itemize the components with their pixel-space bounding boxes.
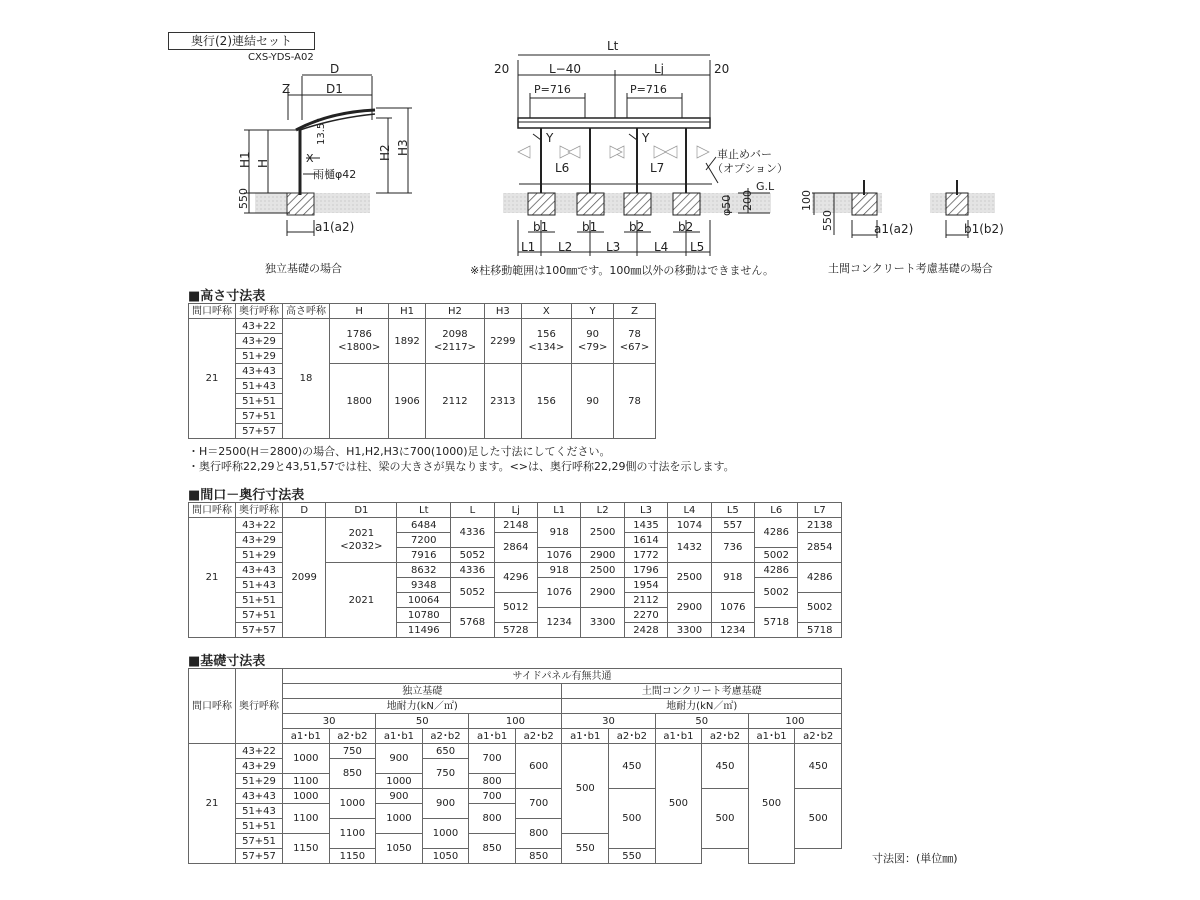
- ft-i30b: 850: [329, 759, 376, 789]
- ft-maguchi: 21: [189, 744, 236, 864]
- dt-L2: 2900: [581, 578, 624, 608]
- ft-i30b: 1150: [329, 849, 376, 864]
- ft-i50b: 1050: [422, 849, 469, 864]
- dt-L3: 1954: [624, 578, 667, 593]
- ft-lv: 100: [469, 714, 562, 729]
- ft-sub: a2･b2: [609, 729, 656, 744]
- dt-Lj: 2864: [494, 533, 537, 563]
- dt-L3: 2428: [624, 623, 667, 638]
- ft-i100b: 800: [515, 819, 562, 849]
- label-b1-2: b1: [582, 220, 598, 234]
- ht-b-Y: 90: [572, 364, 614, 439]
- ht-ok: 43+29: [236, 334, 283, 349]
- ht-h4: H1: [389, 304, 425, 319]
- ft-e30a: 500: [562, 744, 609, 834]
- ht-ok: 43+43: [236, 364, 283, 379]
- dt-L2: 2500: [581, 518, 624, 548]
- ft-lv: 30: [283, 714, 376, 729]
- ht-h5: H2: [425, 304, 484, 319]
- dt-ok: 43+22: [236, 518, 283, 533]
- foundation-table: [188, 668, 842, 864]
- dt-L4: 1432: [668, 533, 711, 563]
- ft-maguchi-head: 間口呼称: [189, 669, 236, 744]
- caption-independent: 独立基礎の場合: [265, 262, 342, 275]
- label-H1: H1: [238, 151, 252, 168]
- ft-i30b: 1000: [329, 789, 376, 819]
- dt-h2: D: [283, 503, 326, 518]
- ft-i50b: 900: [422, 789, 469, 819]
- dt-ok: 43+43: [236, 563, 283, 578]
- ft-sub: a1･b1: [376, 729, 423, 744]
- ft-sub: a2･b2: [515, 729, 562, 744]
- label-100: 100: [800, 190, 813, 211]
- ft-i30a: 1000: [283, 789, 330, 804]
- dt-ok: 51+43: [236, 578, 283, 593]
- dt-Lj: 5012: [494, 593, 537, 623]
- label-20-left: 20: [494, 62, 510, 76]
- ft-i100a: 850: [469, 834, 516, 864]
- ft-i50a: 900: [376, 789, 423, 804]
- ht-a-H3: 2299: [485, 319, 521, 364]
- dimension-diagram: [0, 0, 1200, 290]
- dt-L5: 1076: [711, 593, 754, 623]
- dt-h3: D1: [326, 503, 397, 518]
- dt-L1: 1076: [538, 548, 581, 563]
- label-option: （オプション）: [712, 162, 789, 175]
- ft-e50b: 500: [702, 789, 749, 849]
- label-L1: L1: [521, 240, 536, 254]
- label-Lt: Lt: [607, 39, 619, 53]
- label-b2-2: b2: [678, 220, 694, 234]
- ht-h7: X: [521, 304, 572, 319]
- ft-sub: a1･b1: [283, 729, 330, 744]
- label-D1: D1: [326, 82, 343, 96]
- dt-h8: L2: [581, 503, 624, 518]
- dt-h13: L7: [798, 503, 842, 518]
- dt-L3: 1796: [624, 563, 667, 578]
- ht-a-Y: 90 <79>: [572, 319, 614, 364]
- ft-i100b: 850: [515, 849, 562, 864]
- dt-h6: Lj: [494, 503, 537, 518]
- dt-L4: 1074: [668, 518, 711, 533]
- ht-h1: 奥行呼称: [236, 304, 283, 319]
- ft-sub: a1･b1: [562, 729, 609, 744]
- ht-b-H: 1800: [330, 364, 389, 439]
- label-L2: L2: [558, 240, 573, 254]
- ht-takasa: 18: [283, 319, 330, 439]
- ft-indep: 独立基礎: [283, 684, 562, 699]
- dt-D: 2099: [283, 518, 326, 638]
- dt-L6: 4286: [755, 563, 798, 578]
- ht-ok: 57+57: [236, 424, 283, 439]
- ht-ok: 51+43: [236, 379, 283, 394]
- ht-b-H2: 2112: [425, 364, 484, 439]
- dt-h12: L6: [755, 503, 798, 518]
- dt-L7: 2854: [798, 533, 842, 563]
- dt-L6: 5718: [755, 608, 798, 638]
- ft-ok: 51+29: [236, 774, 283, 789]
- ft-i50a: 1000: [376, 804, 423, 834]
- ft-i50a: 1000: [376, 774, 423, 789]
- ht-a-X: 156 <134>: [521, 319, 572, 364]
- dt-h1: 奥行呼称: [236, 503, 283, 518]
- dt-L: 5052: [451, 578, 494, 608]
- dt-L5: 736: [711, 533, 754, 563]
- ft-lv: 50: [655, 714, 748, 729]
- label-phi50: φ50: [720, 194, 733, 216]
- dt-Lj: 2148: [494, 518, 537, 533]
- label-550-earth: 550: [821, 210, 834, 231]
- dt-ok: 57+57: [236, 623, 283, 638]
- ft-i30a: 1150: [283, 834, 330, 864]
- dt-h11: L5: [711, 503, 754, 518]
- ft-e30b: 450: [609, 744, 656, 789]
- dt-L6: 4286: [755, 518, 798, 548]
- dt-L: 5052: [451, 548, 494, 563]
- dim-table: [188, 502, 842, 638]
- dt-L2: 3300: [581, 608, 624, 638]
- dt-L5: 1234: [711, 623, 754, 638]
- dt-ok: 43+29: [236, 533, 283, 548]
- dt-Lj: 5728: [494, 623, 537, 638]
- dt-Lj: 4296: [494, 563, 537, 593]
- label-base-550: 550: [237, 188, 250, 209]
- ht-maguchi: 21: [189, 319, 236, 439]
- ft-i100b: 700: [515, 789, 562, 819]
- ft-e50b: 450: [702, 744, 749, 789]
- ft-sub: a1･b1: [655, 729, 702, 744]
- ft-i50a: 1050: [376, 834, 423, 864]
- dt-Lt: 9348: [397, 578, 451, 593]
- ft-i30a: 1000: [283, 744, 330, 774]
- dt-L5: 918: [711, 563, 754, 593]
- label-a1-earth: a1(a2): [874, 222, 914, 236]
- dt-L7: 2138: [798, 518, 842, 533]
- label-P-right: P=716: [630, 83, 667, 96]
- height-table-title: ■高さ寸法表: [188, 289, 266, 304]
- ft-e100b: 450: [795, 744, 842, 789]
- ft-ok: 57+57: [236, 849, 283, 864]
- ht-h2: 高さ呼称: [283, 304, 330, 319]
- label-L4: L4: [654, 240, 669, 254]
- dt-h0: 間口呼称: [189, 503, 236, 518]
- ft-i30a: 1100: [283, 774, 330, 789]
- label-gutter: 雨樋φ42: [313, 168, 357, 181]
- label-L3: L3: [606, 240, 621, 254]
- dt-L3: 2112: [624, 593, 667, 608]
- dt-Lt: 10064: [397, 593, 451, 608]
- dt-h5: L: [451, 503, 494, 518]
- height-table: [188, 303, 656, 439]
- ft-i50b: 1000: [422, 819, 469, 849]
- ht-a-H2: 2098 <2117>: [425, 319, 484, 364]
- dt-L3: 1435: [624, 518, 667, 533]
- dt-L1: 918: [538, 518, 581, 548]
- ft-i100a: 800: [469, 804, 516, 834]
- dt-L4: 2900: [668, 593, 711, 623]
- dt-h9: L3: [624, 503, 667, 518]
- dim-table-title: ■間口－奥行寸法表: [188, 488, 305, 503]
- label-P-left: P=716: [534, 83, 571, 96]
- label-D: D: [330, 62, 340, 76]
- label-H: H: [256, 158, 270, 168]
- label-Y-left: Y: [546, 131, 554, 145]
- dt-L7: 5002: [798, 593, 842, 623]
- ft-lv: 30: [562, 714, 655, 729]
- dt-L6: 5002: [755, 548, 798, 563]
- ft-e30b: 550: [609, 849, 656, 864]
- height-note-1: ・H＝2500(H＝2800)の場合、H1,H2,H3に700(1000)足した寸法にしてください。: [188, 445, 611, 458]
- dt-Lt: 11496: [397, 623, 451, 638]
- ht-h3: H: [330, 304, 389, 319]
- dt-ok: 51+51: [236, 593, 283, 608]
- ht-a-Z: 78 <67>: [614, 319, 656, 364]
- ft-ok: 51+51: [236, 819, 283, 834]
- dt-ok: 51+29: [236, 548, 283, 563]
- ht-b-H1: 1906: [389, 364, 425, 439]
- ft-e30b: 500: [609, 789, 656, 849]
- dt-maguchi: 21: [189, 518, 236, 638]
- ht-h0: 間口呼称: [189, 304, 236, 319]
- dt-L6: 5002: [755, 578, 798, 608]
- ht-h9: Z: [614, 304, 656, 319]
- ft-i30b: 1100: [329, 819, 376, 849]
- label-b1-earth: b1(b2): [964, 222, 1004, 236]
- column-move-note: ※柱移動範囲は100㎜です。100㎜以外の移動はできません。: [470, 264, 774, 277]
- ht-b-X: 156: [521, 364, 572, 439]
- ft-ok: 43+29: [236, 759, 283, 774]
- label-H2: H2: [378, 144, 392, 161]
- dt-Lt: 8632: [397, 563, 451, 578]
- ft-e50a: 500: [655, 744, 702, 864]
- dt-h10: L4: [668, 503, 711, 518]
- dt-L1: 1234: [538, 608, 581, 638]
- ft-sub: a2･b2: [329, 729, 376, 744]
- set-title: 奥行(2)連結セット: [168, 32, 315, 50]
- label-20-right: 20: [714, 62, 730, 76]
- dt-L: 4336: [451, 518, 494, 548]
- label-b2-1: b2: [629, 220, 645, 234]
- ft-e30a: 550: [562, 834, 609, 864]
- dt-Lt: 7200: [397, 533, 451, 548]
- label-200: 200: [741, 190, 754, 211]
- dt-L7: 5718: [798, 623, 842, 638]
- dt-L7: 4286: [798, 563, 842, 593]
- dt-Lt: 6484: [397, 518, 451, 533]
- ft-earth: 土間コンクリート考慮基礎: [562, 684, 842, 699]
- dt-h4: Lt: [397, 503, 451, 518]
- ft-sub: a1･b1: [748, 729, 795, 744]
- ft-i30a: 1100: [283, 804, 330, 834]
- dt-ok: 57+51: [236, 608, 283, 623]
- ft-ok: 51+43: [236, 804, 283, 819]
- dt-L4: 2500: [668, 563, 711, 593]
- ft-lv: 100: [748, 714, 841, 729]
- ft-sub: a2･b2: [702, 729, 749, 744]
- ht-ok: 43+22: [236, 319, 283, 334]
- label-b1-1: b1: [533, 220, 549, 234]
- ft-i100a: 700: [469, 744, 516, 774]
- height-note-2: ・奥行呼称22,29と43,51,57では柱、梁の大きさが異なります。<>は、奥行呼称22,29側の寸法を示します。: [188, 460, 735, 473]
- ft-bearing-earth: 地耐力(kN／㎡): [562, 699, 842, 714]
- ft-ok: 43+43: [236, 789, 283, 804]
- dt-h7: L1: [538, 503, 581, 518]
- label-Lj: Lj: [654, 62, 665, 76]
- ft-i50b: 650: [422, 744, 469, 759]
- label-L6: L6: [555, 161, 570, 175]
- label-Y-right: Y: [642, 131, 650, 145]
- ht-ok: 51+51: [236, 394, 283, 409]
- found-table-title: ■基礎寸法表: [188, 654, 266, 669]
- ft-sub: a2･b2: [795, 729, 842, 744]
- dt-L1: 1076: [538, 578, 581, 608]
- ht-h6: H3: [485, 304, 521, 319]
- model-number: CXS-YDS-A02: [248, 52, 314, 63]
- ft-i50b: 750: [422, 759, 469, 789]
- dt-Lt: 10780: [397, 608, 451, 623]
- ft-e100b: 500: [795, 789, 842, 849]
- ft-okuyuki-head: 奥行呼称: [236, 669, 283, 744]
- label-X: X: [306, 152, 314, 165]
- label-stop-bar: 車止めバー: [717, 148, 772, 161]
- label-Z: Z: [282, 82, 291, 96]
- ft-e100a: 500: [748, 744, 795, 864]
- ht-b-H3: 2313: [485, 364, 521, 439]
- ft-ok: 43+22: [236, 744, 283, 759]
- ft-i100a: 700: [469, 789, 516, 804]
- dt-D1b: 2021: [326, 563, 397, 638]
- ht-b-Z: 78: [614, 364, 656, 439]
- ht-a-H1: 1892: [389, 319, 425, 364]
- ft-i50a: 900: [376, 744, 423, 774]
- dt-L3: 1614: [624, 533, 667, 548]
- dt-L3: 2270: [624, 608, 667, 623]
- ft-common: サイドパネル有無共通: [283, 669, 842, 684]
- label-angle: 13.5°: [316, 117, 327, 145]
- ht-a-H: 1786 <1800>: [330, 319, 389, 364]
- dt-L2: 2900: [581, 548, 624, 563]
- ft-i100b: 600: [515, 744, 562, 789]
- ht-ok: 57+51: [236, 409, 283, 424]
- unit-note: 寸法図：(単位㎜): [872, 852, 958, 865]
- dt-D1a: 2021 <2032>: [326, 518, 397, 563]
- ft-bearing-indep: 地耐力(kN／㎡): [283, 699, 562, 714]
- label-L5: L5: [690, 240, 705, 254]
- label-L7: L7: [650, 161, 665, 175]
- dt-L1: 918: [538, 563, 581, 578]
- dt-L5: 557: [711, 518, 754, 533]
- ft-lv: 50: [376, 714, 469, 729]
- ft-i30b: 750: [329, 744, 376, 759]
- dt-L3: 1772: [624, 548, 667, 563]
- ft-i100a: 800: [469, 774, 516, 789]
- ht-ok: 51+29: [236, 349, 283, 364]
- ft-sub: a1･b1: [469, 729, 516, 744]
- label-GL: G.L: [756, 180, 775, 193]
- label-a1-side: a1(a2): [315, 220, 355, 234]
- dt-L4: 3300: [668, 623, 711, 638]
- ft-sub: a2･b2: [422, 729, 469, 744]
- dt-L: 4336: [451, 563, 494, 578]
- ht-h8: Y: [572, 304, 614, 319]
- label-L-40: L−40: [549, 62, 582, 76]
- ft-ok: 57+51: [236, 834, 283, 849]
- caption-earth-concrete: 土間コンクリート考慮基礎の場合: [828, 262, 993, 275]
- label-H3: H3: [396, 139, 410, 156]
- dt-L: 5768: [451, 608, 494, 638]
- dt-L2: 2500: [581, 563, 624, 578]
- dt-Lt: 7916: [397, 548, 451, 563]
